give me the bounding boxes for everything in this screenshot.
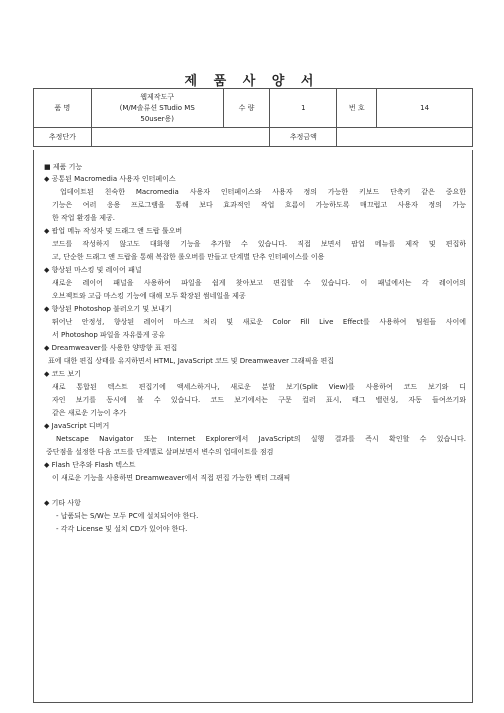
- feature-title: ◆ 코드 보기: [44, 370, 81, 378]
- feature-text: 새로운 레이어 패널을 사용하여 파일을 쉽게 찾아보고 편집할 수 있습니다. 이 패널에서는 각 레이어의: [52, 279, 466, 287]
- feature-text: Netscape Navigator 또는 Internet Explorer에서 JavaScript의 실행 결과를 즉시 확인할 수 있습니다.: [56, 435, 466, 443]
- feature-text: 이 새로운 기능을 사용하면 Dreamweaver에서 직접 편집 가능한 벡터 그래픽: [52, 474, 291, 482]
- feature-title: ◆ JavaScript 디버거: [44, 422, 110, 430]
- feature-title: ◆ 향상된 Photoshop 불러오기 및 보내기: [44, 305, 172, 313]
- other-item: - 각각 License 및 설치 CD가 있어야 한다.: [56, 525, 188, 533]
- estimated-amount-value: [337, 128, 473, 147]
- estimated-amount-label: 추정금액: [270, 128, 337, 147]
- document-title: 제 품 사 양 서: [184, 74, 320, 89]
- feature-text: 같은 새로운 기능이 추가: [52, 409, 127, 417]
- number-label: 번 호: [337, 89, 377, 128]
- product-name-line: 웹제작도구: [140, 92, 175, 101]
- spec-content-box: [33, 150, 473, 703]
- product-name-line: 50user용): [140, 114, 175, 123]
- feature-text: 오브젝트와 고급 마스킹 기능에 대해 모두 확장된 썸네일을 제공: [52, 292, 246, 300]
- quantity-value: 1: [270, 89, 337, 128]
- product-name-cell: [91, 89, 223, 128]
- section-title: ■ 제품 기능: [44, 163, 83, 171]
- feature-text: 한 작업 환경을 제공.: [52, 214, 115, 222]
- spec-header-table: [33, 88, 473, 147]
- feature-text: 고, 단순한 드래그 앤 드랍을 통해 복잡한 롤오버를 만들고 단계별 단추 인터페이스를 이용: [52, 253, 325, 261]
- product-name-line: (M/M솔류션 STudio MS: [119, 103, 195, 112]
- feature-title: ◆ Dreamweaver를 사용한 양방향 표 편집: [44, 344, 178, 352]
- feature-text: 서 Photoshop 파일을 자유롭게 공유: [52, 331, 166, 339]
- feature-text: 업데이트된 친숙한 Macromedia 사용자 인터페이스와 사용자 정의 가능한 키보드 단축키 같은 중요한: [60, 188, 466, 196]
- feature-text: 표에 대한 편집 상태를 유지하면서 HTML, JavaScript 코드 및 Dreamweaver 그래픽을 편집: [48, 357, 334, 365]
- estimated-unit-price-label: 추정단가: [34, 128, 92, 147]
- feature-text: 뛰어난 안정성, 향상된 레이어 마스크 처리 및 새로운 Color Fill Live Effect를 사용하여 팀원들 사이에: [52, 318, 466, 326]
- other-item: - 납품되는 S/W는 모두 PC에 설치되어야 한다.: [56, 512, 199, 520]
- other-title: ◆ 기타 사항: [44, 499, 81, 507]
- feature-text: 중단점을 설정한 다음 코드를 단계별로 살펴보면서 변수의 업데이트를 점검: [46, 448, 274, 456]
- feature-text: 코드를 작성하지 않고도 대화형 기능을 추가할 수 있습니다. 직접 보면서 팝업 메뉴를 제작 및 편집하: [52, 240, 466, 248]
- feature-title: ◆ 향상된 마스킹 및 레이어 패널: [44, 266, 142, 274]
- feature-title: ◆ Flash 단추와 Flash 텍스트: [44, 461, 136, 469]
- feature-text: 기능은 여러 응용 프로그램을 통해 보다 효과적인 작업 흐름이 가능하도록 매끄럽고 사용자 정의 가능: [52, 201, 466, 209]
- feature-title: ◆ 팝업 메뉴 작성자 및 드래그 앤 드랍 툴오버: [44, 227, 183, 235]
- feature-text: 자인 보기를 동시에 볼 수 있습니다. 코드 보기에서는 구문 컬러 표시, 태그 밸런싱, 자동 들여쓰기와: [52, 396, 466, 404]
- product-name-label: 품 명: [34, 89, 92, 128]
- quantity-label: 수 량: [223, 89, 270, 128]
- feature-title: ◆ 공통된 Macromedia 사용자 인터페이스: [44, 175, 176, 183]
- estimated-unit-price-value: [91, 128, 270, 147]
- feature-text: 새로 통합된 텍스트 편집기에 액세스하거나, 새로운 분할 보기(Split View)를 사용하여 코드 보기와 디: [52, 383, 466, 391]
- number-value: 14: [377, 89, 473, 128]
